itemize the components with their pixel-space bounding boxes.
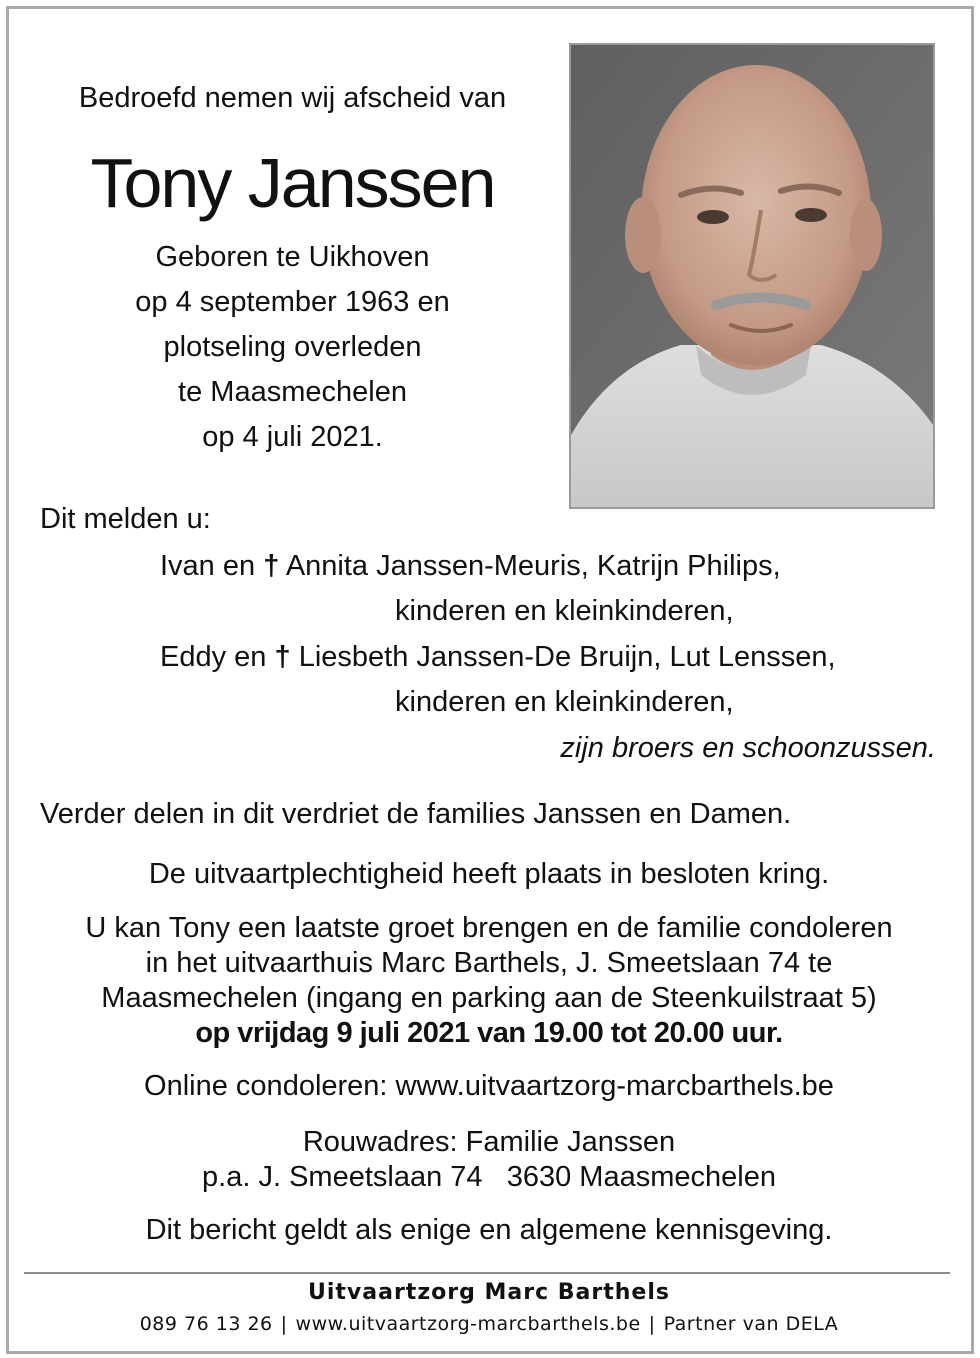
bio-line-place-of-death: te Maasmechelen: [178, 376, 407, 408]
family-line-1-end: Annita Janssen-Meuris, Katrijn Philips,: [285, 550, 781, 582]
biography: [40, 235, 545, 460]
footer-separator: |: [648, 1313, 656, 1335]
footer-phone: 089 76 13 26: [139, 1313, 273, 1335]
footer-divider: [24, 1272, 950, 1274]
bio-line-birthdate: op 4 september 1963 en: [135, 286, 450, 318]
family-line-5: zijn broers en schoonzussen.: [560, 732, 936, 764]
visitation-line-1: U kan Tony een laatste groet brengen en de familie condoleren: [85, 912, 893, 944]
footer-contact: [30, 1313, 948, 1335]
footer-website: www.uitvaartzorg-marcbarthels.be: [295, 1313, 641, 1335]
deceased-name: Tony Janssen: [90, 144, 495, 222]
further-families: Verder delen in dit verdriet de families Janssen en Damen.: [40, 798, 792, 830]
bio-line-passing: plotseling overleden: [163, 331, 422, 363]
footer-company: Uitvaartzorg Marc Barthels: [308, 1280, 670, 1305]
mourning-address: [30, 1125, 948, 1195]
visitation-info: [30, 911, 948, 1051]
address-line-1: Rouwadres: Familie Janssen: [302, 1126, 676, 1158]
intro-text: Bedroefd nemen wij afscheid van: [78, 82, 507, 114]
bio-line-birthplace: Geboren te Uikhoven: [155, 241, 430, 273]
address-city: 3630 Maasmechelen: [506, 1161, 776, 1193]
family-line-1-start: Ivan en: [160, 550, 256, 582]
portrait-photo: [569, 43, 935, 509]
family-line-3-start: Eddy en: [160, 641, 267, 673]
family-line-3-end: Liesbeth Janssen-De Bruijn, Lut Lenssen,: [298, 641, 836, 673]
family-line-4: kinderen en kleinkinderen,: [395, 686, 734, 718]
cross-icon: †: [274, 641, 291, 673]
family-line-2: kinderen en kleinkinderen,: [395, 595, 734, 627]
ceremony-notice: De uitvaartplechtigheid heeft plaats in besloten kring.: [148, 858, 830, 890]
bio-line-date-of-death: op 4 juli 2021.: [202, 421, 383, 453]
family-line-1: [160, 550, 781, 583]
visitation-line-2: in het uitvaarthuis Marc Barthels, J. Smeetslaan 74 te: [145, 947, 833, 979]
family-line-3: [160, 641, 836, 674]
address-street: p.a. J. Smeetslaan 74: [202, 1161, 483, 1193]
address-line-2: [30, 1160, 948, 1195]
visitation-datetime: op vrijdag 9 juli 2021 van 19.00 tot 20.00 uur.: [195, 1017, 783, 1049]
footer-partner: Partner van DELA: [663, 1313, 839, 1335]
visitation-line-3: Maasmechelen (ingang en parking aan de Steenkuilstraat 5): [101, 982, 877, 1014]
announcers-intro: Dit melden u:: [40, 503, 211, 535]
footer-separator: |: [280, 1313, 288, 1335]
online-condolences: Online condoleren: www.uitvaartzorg-marcbarthels.be: [144, 1070, 834, 1102]
cross-icon: †: [263, 550, 280, 582]
general-notice: Dit bericht geldt als enige en algemene kennisgeving.: [145, 1214, 833, 1246]
